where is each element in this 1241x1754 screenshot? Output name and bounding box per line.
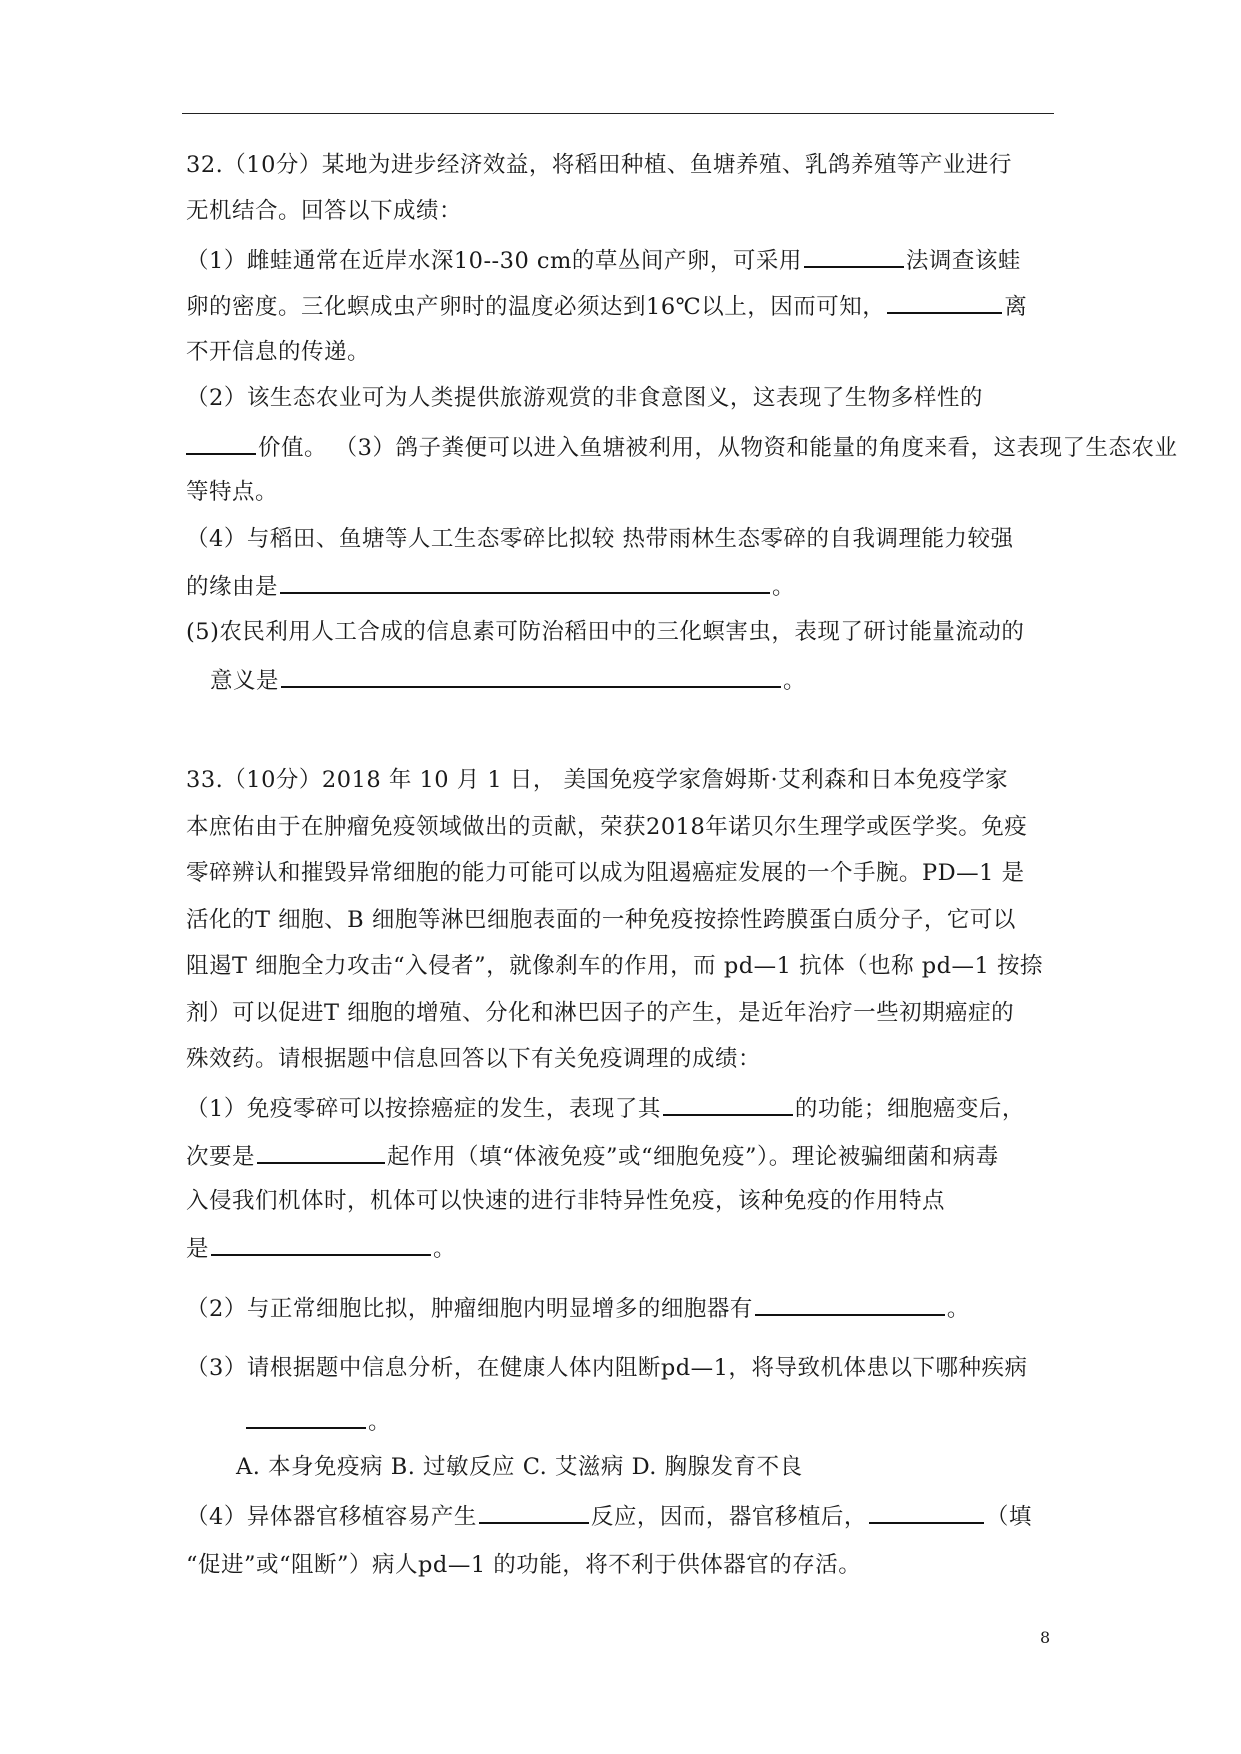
q32-line-8: 等特点。 (186, 479, 279, 505)
answer-blank[interactable] (186, 431, 256, 455)
page-number: 8 (1040, 1628, 1051, 1647)
answer-blank[interactable] (281, 664, 781, 688)
q33-line-14: 。 (246, 1405, 391, 1437)
q32-line-10: 的缘由是 。 (186, 570, 795, 602)
q32-line-12: 意义是 。 (210, 664, 806, 696)
q32-line-9: （4）与稻田、鱼塘等人工生态零碎比拟较 热带雨林生态零碎的自我调理能力较强 (186, 526, 1014, 552)
q33-line-10: 入侵我们机体时，机体可以快速的进行非特异性免疫，该种免疫的作用特点 (186, 1188, 946, 1214)
q33-line-7: 殊效药。请根据题中信息回答以下有关免疫调理的成绩： (186, 1046, 762, 1072)
header-rule (182, 113, 1054, 114)
answer-blank[interactable] (257, 1140, 385, 1164)
q33-line-12: （2）与正常细胞比拟，肿瘤细胞内明显增多的细胞器有 。 (186, 1292, 970, 1324)
q32-line-1: 32.（10分）某地为进步经济效益，将稻田种植、鱼塘养殖、乳鸽养殖等产业进行 (186, 152, 1012, 178)
q33-line-2: 本庶佑由于在肿瘤免疫领域做出的贡献，荣获2018年诺贝尔生理学或医学奖。免疫 (186, 814, 1028, 840)
q33-line-3: 零碎辨认和摧毁异常细胞的能力可能可以成为阻遏癌症发展的一个手腕。PD—1 是 (186, 860, 1025, 886)
q33-line-16: （4）异体器官移植容易产生 反应，因而，器官移植后， （填 (186, 1500, 1032, 1532)
answer-blank[interactable] (280, 570, 770, 594)
q33-line-11: 是 。 (186, 1232, 456, 1264)
answer-blank[interactable] (246, 1405, 366, 1429)
q33-line-5: 阻遏T 细胞全力攻击“入侵者”，就像刹车的作用，而 pd—1 抗体（也称 pd—1 按捺 (186, 953, 1044, 979)
answer-blank[interactable] (755, 1292, 945, 1316)
q32-line-4: 卵的密度。三化螟成虫产卵时的温度必须达到16℃以上，因而可知， 离 (186, 290, 1027, 322)
q33-line-4: 活化的T 细胞、B 细胞等淋巴细胞表面的一种免疫按捺性跨膜蛋白质分子，它可以 (186, 907, 1016, 933)
answer-blank[interactable] (211, 1232, 431, 1256)
q33-line-1: 33.（10分）2018 年 10 月 1 日， 美国免疫学家詹姆斯·艾利森和日本免疫学家 (186, 767, 1009, 793)
answer-blank[interactable] (869, 1500, 984, 1524)
answer-blank[interactable] (887, 290, 1002, 314)
q33-line-13: （3）请根据题中信息分析，在健康人体内阻断pd—1，将导致机体患以下哪种疾病 (186, 1355, 1028, 1381)
q33-options: A. 本身免疫病 B. 过敏反应 C. 艾滋病 D. 胸腺发育不良 (236, 1454, 803, 1480)
q32-line-7: 价值。 （3）鸽子粪便可以进入鱼塘被利用，从物资和能量的角度来看，这表现了生态农业 (186, 431, 1177, 463)
q33-line-6: 剂）可以促进T 细胞的增殖、分化和淋巴因子的产生，是近年治疗一些初期癌症的 (186, 1000, 1015, 1026)
answer-blank[interactable] (479, 1500, 589, 1524)
q32-line-5: 不开信息的传递。 (186, 339, 371, 365)
q33-line-9: 次要是 起作用（填“体液免疫”或“细胞免疫”）。理论被骗细菌和病毒 (186, 1140, 999, 1172)
answer-blank[interactable] (663, 1092, 793, 1116)
q32-line-6: （2）该生态农业可为人类提供旅游观赏的非食意图义，这表现了生物多样性的 (186, 385, 983, 411)
q32-line-11: (5)农民利用人工合成的信息素可防治稻田中的三化螟害虫，表现了研讨能量流动的 (186, 619, 1025, 645)
q32-line-3: （1）雌蛙通常在近岸水深10--30 cm的草丛间产卵，可采用 法调查该蛙 (186, 244, 1021, 276)
q33-line-17: “促进”或“阻断”）病人pd—1 的功能，将不利于供体器官的存活。 (186, 1552, 862, 1578)
q33-line-8: （1）免疫零碎可以按捺癌症的发生，表现了其 的功能；细胞癌变后， (186, 1092, 1025, 1124)
answer-blank[interactable] (804, 244, 904, 268)
q32-line-2: 无机结合。回答以下成绩： (186, 198, 463, 224)
